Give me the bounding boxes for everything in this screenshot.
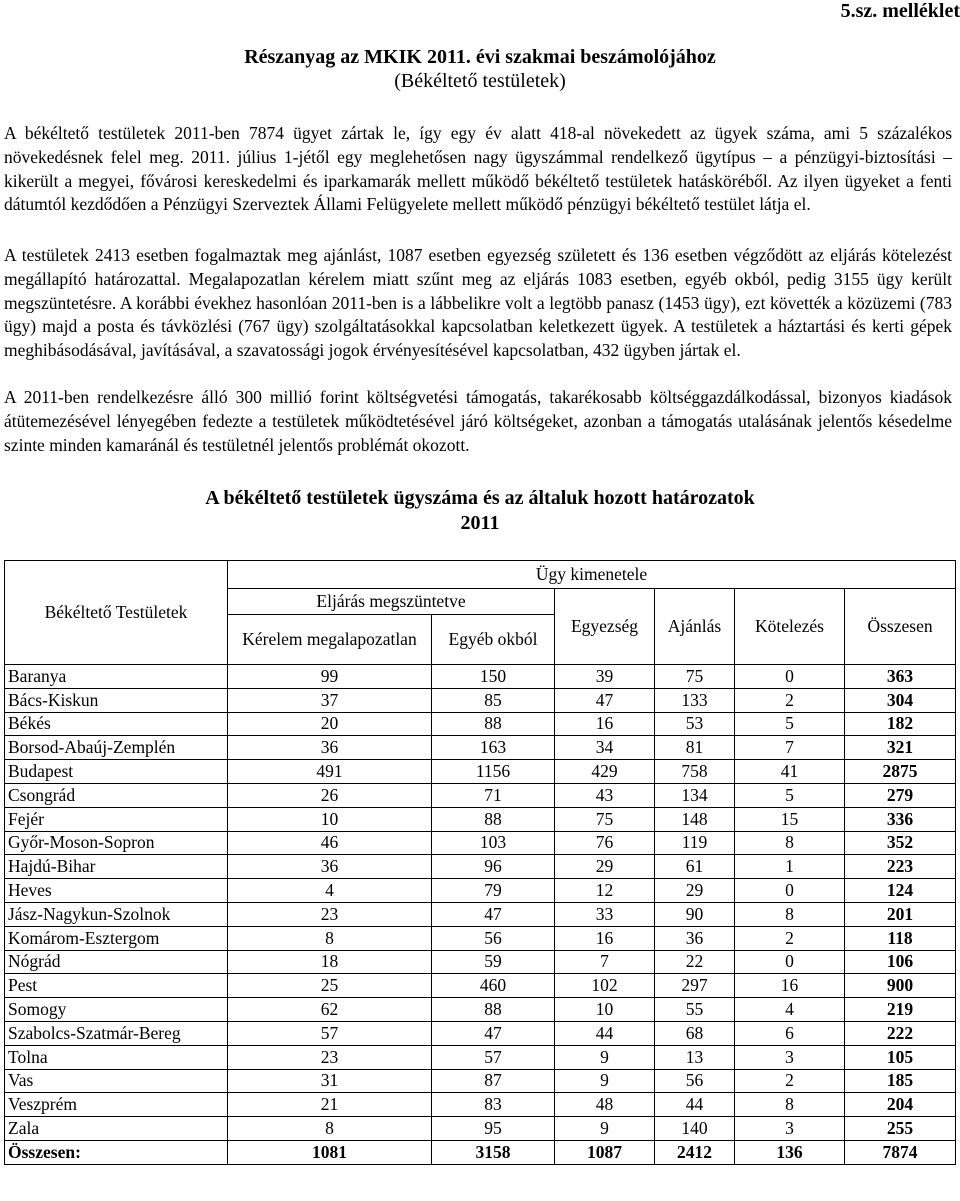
table-row xyxy=(5,736,956,760)
cell-settlement: 43 xyxy=(555,783,655,807)
cell-settlement: 48 xyxy=(555,1093,655,1117)
annex-label: 5.sz. melléklet xyxy=(840,0,960,22)
cell-obligation: 2 xyxy=(735,688,845,712)
cell-obligation: 6 xyxy=(735,1021,845,1045)
cell-total: 222 xyxy=(845,1021,956,1045)
cell-other: 103 xyxy=(432,831,555,855)
header-total: Összesen xyxy=(845,589,956,665)
table-row xyxy=(5,712,956,736)
header-body-name: Békéltető Testületek xyxy=(5,561,228,665)
cell-recommendation: 90 xyxy=(655,902,735,926)
cell-unfounded: 21 xyxy=(228,1093,432,1117)
cell-obligation: 0 xyxy=(735,879,845,903)
cell-settlement: 1087 xyxy=(555,1140,655,1164)
cell-settlement: 12 xyxy=(555,879,655,903)
cell-unfounded: 23 xyxy=(228,902,432,926)
cell-obligation: 3 xyxy=(735,1045,845,1069)
cell-total: 352 xyxy=(845,831,956,855)
cell-name: Szabolcs-Szatmár-Bereg xyxy=(5,1021,228,1045)
cell-total: 204 xyxy=(845,1093,956,1117)
cell-obligation: 16 xyxy=(735,974,845,998)
header-unfounded: Kérelem megalapozatlan xyxy=(228,615,432,665)
cell-other: 56 xyxy=(432,926,555,950)
cell-total: 363 xyxy=(845,665,956,689)
cell-other: 57 xyxy=(432,1045,555,1069)
cell-total: 219 xyxy=(845,998,956,1022)
table-row xyxy=(5,760,956,784)
table-row xyxy=(5,1069,956,1093)
cell-name: Csongrád xyxy=(5,783,228,807)
cell-name: Budapest xyxy=(5,760,228,784)
cell-obligation: 136 xyxy=(735,1140,845,1164)
cell-settlement: 47 xyxy=(555,688,655,712)
cell-recommendation: 68 xyxy=(655,1021,735,1045)
cell-unfounded: 8 xyxy=(228,926,432,950)
cell-total: 118 xyxy=(845,926,956,950)
cell-recommendation: 53 xyxy=(655,712,735,736)
table-row xyxy=(5,783,956,807)
cell-settlement: 16 xyxy=(555,712,655,736)
cell-name: Győr-Moson-Sopron xyxy=(5,831,228,855)
cell-unfounded: 8 xyxy=(228,1117,432,1141)
cell-unfounded: 491 xyxy=(228,760,432,784)
cell-total: 7874 xyxy=(845,1140,956,1164)
cell-unfounded: 36 xyxy=(228,855,432,879)
cell-name: Jász-Nagykun-Szolnok xyxy=(5,902,228,926)
table-row xyxy=(5,1117,956,1141)
header-termination-group: Eljárás megszüntetve xyxy=(228,589,555,615)
cell-name: Tolna xyxy=(5,1045,228,1069)
cell-other: 88 xyxy=(432,998,555,1022)
table-row xyxy=(5,998,956,1022)
cell-settlement: 33 xyxy=(555,902,655,926)
cell-unfounded: 57 xyxy=(228,1021,432,1045)
cell-settlement: 102 xyxy=(555,974,655,998)
table-row xyxy=(5,974,956,998)
cell-total: 124 xyxy=(845,879,956,903)
cell-unfounded: 99 xyxy=(228,665,432,689)
cell-obligation: 0 xyxy=(735,665,845,689)
cell-obligation: 8 xyxy=(735,1093,845,1117)
cell-name: Borsod-Abaúj-Zemplén xyxy=(5,736,228,760)
cell-obligation: 8 xyxy=(735,902,845,926)
cell-name: Nógrád xyxy=(5,950,228,974)
cell-recommendation: 297 xyxy=(655,974,735,998)
cell-settlement: 7 xyxy=(555,950,655,974)
cell-recommendation: 119 xyxy=(655,831,735,855)
cell-name: Baranya xyxy=(5,665,228,689)
cell-name: Veszprém xyxy=(5,1093,228,1117)
table-row xyxy=(5,879,956,903)
table-row xyxy=(5,665,956,689)
cell-obligation: 2 xyxy=(735,926,845,950)
cell-settlement: 76 xyxy=(555,831,655,855)
cell-other: 71 xyxy=(432,783,555,807)
cell-settlement: 9 xyxy=(555,1069,655,1093)
cell-unfounded: 62 xyxy=(228,998,432,1022)
cell-other: 1156 xyxy=(432,760,555,784)
cell-total: 279 xyxy=(845,783,956,807)
cell-other: 59 xyxy=(432,950,555,974)
cell-other: 47 xyxy=(432,902,555,926)
cell-obligation: 1 xyxy=(735,855,845,879)
table-row xyxy=(5,688,956,712)
cell-unfounded: 1081 xyxy=(228,1140,432,1164)
table-row xyxy=(5,1093,956,1117)
cell-recommendation: 81 xyxy=(655,736,735,760)
table-row xyxy=(5,1021,956,1045)
cell-recommendation: 75 xyxy=(655,665,735,689)
cell-other: 88 xyxy=(432,807,555,831)
cell-recommendation: 22 xyxy=(655,950,735,974)
cell-settlement: 75 xyxy=(555,807,655,831)
cell-unfounded: 23 xyxy=(228,1045,432,1069)
cell-obligation: 41 xyxy=(735,760,845,784)
cell-other: 85 xyxy=(432,688,555,712)
header-other: Egyéb okból xyxy=(432,615,555,665)
paragraph-overview: A békéltető testületek 2011-ben 7874 ügyet zártak le, így egy év alatt 418-al növekedett az ügyek száma, ami 5 százalékos növekedésnek felel meg. 2011. július 1-jétől egy meglehetősen nagy ügyszámmal rendelkező ügytípus – a pénzügyi-biztosítási – kikerült a megyei, fővárosi kereskedelmi és iparkamarák mellett működő békéltető testületek hatásköréből. Az ilyen ügyeket a fenti dátumtól kezdődően a Pénzügyi Szerveztek Állami Felügyelete mellett működő pénzügyi békéltető testület látja el. xyxy=(4,123,952,215)
cell-recommendation: 758 xyxy=(655,760,735,784)
cell-recommendation: 44 xyxy=(655,1093,735,1117)
cell-unfounded: 25 xyxy=(228,974,432,998)
cell-recommendation: 134 xyxy=(655,783,735,807)
cell-total: 223 xyxy=(845,855,956,879)
cell-total: 2875 xyxy=(845,760,956,784)
cell-name: Fejér xyxy=(5,807,228,831)
table-header xyxy=(5,561,956,665)
cell-unfounded: 36 xyxy=(228,736,432,760)
cell-total: 255 xyxy=(845,1117,956,1141)
cell-total: 336 xyxy=(845,807,956,831)
cell-other: 79 xyxy=(432,879,555,903)
document-title: Részanyag az MKIK 2011. évi szakmai beszámolójához xyxy=(244,46,716,68)
document-subtitle: (Békéltető testületek) xyxy=(394,70,566,92)
cell-obligation: 5 xyxy=(735,783,845,807)
table-row xyxy=(5,902,956,926)
cell-recommendation: 36 xyxy=(655,926,735,950)
cell-other: 96 xyxy=(432,855,555,879)
paragraph-outcomes: A testületek 2413 esetben fogalmaztak meg ajánlást, 1087 esetben egyezség született és 136 esetben végződött az eljárás kötelezést megállapító határozattal. Megalapozatlan kérelem miatt szűnt meg az eljárás 1083 esetben, egyéb okból, pedig 3155 ügy került megszüntetésre. A korábbi évekhez hasonlóan 2011-ben is a lábbelikre volt a legtöbb panasz (1453 ügy), ezt követték a közüzemi (783 ügy) majd a posta és távközlési (767 ügy) szolgáltatásokkal kapcsolatban keletkezett ügyek. A testületek a háztartási és kerti gépek meghibásodásával, javításával, a szavatossági jogok érvényesítésével kapcsolatban, 432 ügyben jártak el. xyxy=(4,245,952,361)
header-obligation: Kötelezés xyxy=(735,589,845,665)
table-title: A békéltető testületek ügyszáma és az általuk hozott határozatok xyxy=(205,487,755,509)
cell-name: Komárom-Esztergom xyxy=(5,926,228,950)
cell-unfounded: 4 xyxy=(228,879,432,903)
cell-total: 105 xyxy=(845,1045,956,1069)
cell-name: Somogy xyxy=(5,998,228,1022)
cell-name: Összesen: xyxy=(5,1140,228,1164)
cell-name: Bács-Kiskun xyxy=(5,688,228,712)
cell-unfounded: 10 xyxy=(228,807,432,831)
table-summary-row xyxy=(5,1140,956,1164)
cell-recommendation: 55 xyxy=(655,998,735,1022)
cell-recommendation: 148 xyxy=(655,807,735,831)
cell-unfounded: 20 xyxy=(228,712,432,736)
cell-unfounded: 31 xyxy=(228,1069,432,1093)
cell-obligation: 4 xyxy=(735,998,845,1022)
cell-other: 163 xyxy=(432,736,555,760)
cell-settlement: 39 xyxy=(555,665,655,689)
cell-recommendation: 56 xyxy=(655,1069,735,1093)
cell-obligation: 0 xyxy=(735,950,845,974)
cell-recommendation: 13 xyxy=(655,1045,735,1069)
cell-total: 185 xyxy=(845,1069,956,1093)
cell-other: 460 xyxy=(432,974,555,998)
header-recommendation: Ajánlás xyxy=(655,589,735,665)
header-outcome-group: Ügy kimenetele xyxy=(228,561,956,589)
cell-obligation: 8 xyxy=(735,831,845,855)
cell-name: Pest xyxy=(5,974,228,998)
cell-name: Heves xyxy=(5,879,228,903)
cell-other: 95 xyxy=(432,1117,555,1141)
cell-obligation: 15 xyxy=(735,807,845,831)
cell-other: 47 xyxy=(432,1021,555,1045)
cell-settlement: 10 xyxy=(555,998,655,1022)
cell-obligation: 3 xyxy=(735,1117,845,1141)
case-table xyxy=(4,560,956,1165)
cell-name: Vas xyxy=(5,1069,228,1093)
cell-other: 88 xyxy=(432,712,555,736)
cell-settlement: 29 xyxy=(555,855,655,879)
cell-recommendation: 29 xyxy=(655,879,735,903)
cell-settlement: 9 xyxy=(555,1117,655,1141)
cell-settlement: 9 xyxy=(555,1045,655,1069)
cell-obligation: 5 xyxy=(735,712,845,736)
cell-other: 83 xyxy=(432,1093,555,1117)
cell-unfounded: 37 xyxy=(228,688,432,712)
table-year: 2011 xyxy=(460,512,500,534)
cell-recommendation: 61 xyxy=(655,855,735,879)
cell-recommendation: 2412 xyxy=(655,1140,735,1164)
cell-name: Zala xyxy=(5,1117,228,1141)
cell-other: 3158 xyxy=(432,1140,555,1164)
cell-recommendation: 140 xyxy=(655,1117,735,1141)
cell-other: 150 xyxy=(432,665,555,689)
cell-total: 182 xyxy=(845,712,956,736)
table-row xyxy=(5,831,956,855)
cell-unfounded: 18 xyxy=(228,950,432,974)
table-row xyxy=(5,855,956,879)
cell-unfounded: 46 xyxy=(228,831,432,855)
cell-obligation: 2 xyxy=(735,1069,845,1093)
cell-other: 87 xyxy=(432,1069,555,1093)
header-settlement: Egyezség xyxy=(555,589,655,665)
cell-total: 900 xyxy=(845,974,956,998)
cell-total: 304 xyxy=(845,688,956,712)
table-body xyxy=(5,665,956,1165)
paragraph-funding: A 2011-ben rendelkezésre álló 300 millió forint költségvetési támogatás, takarékosabb költséggazdálkodással, bizonyos kiadások átütemezésével lényegében fedezte a testületek működtetésével járó költségeket, azonban a támogatás utalásának jelentős késedelme szinte minden kamaránál és testületnél jelentős problémát okozott. xyxy=(4,387,952,455)
cell-name: Hajdú-Bihar xyxy=(5,855,228,879)
cell-recommendation: 133 xyxy=(655,688,735,712)
cell-total: 321 xyxy=(845,736,956,760)
table-row xyxy=(5,926,956,950)
cell-settlement: 429 xyxy=(555,760,655,784)
cell-unfounded: 26 xyxy=(228,783,432,807)
cell-total: 201 xyxy=(845,902,956,926)
cell-settlement: 44 xyxy=(555,1021,655,1045)
cell-name: Békés xyxy=(5,712,228,736)
cell-obligation: 7 xyxy=(735,736,845,760)
cell-settlement: 16 xyxy=(555,926,655,950)
table-row xyxy=(5,1045,956,1069)
table-row xyxy=(5,807,956,831)
cell-settlement: 34 xyxy=(555,736,655,760)
table-row xyxy=(5,950,956,974)
cell-total: 106 xyxy=(845,950,956,974)
